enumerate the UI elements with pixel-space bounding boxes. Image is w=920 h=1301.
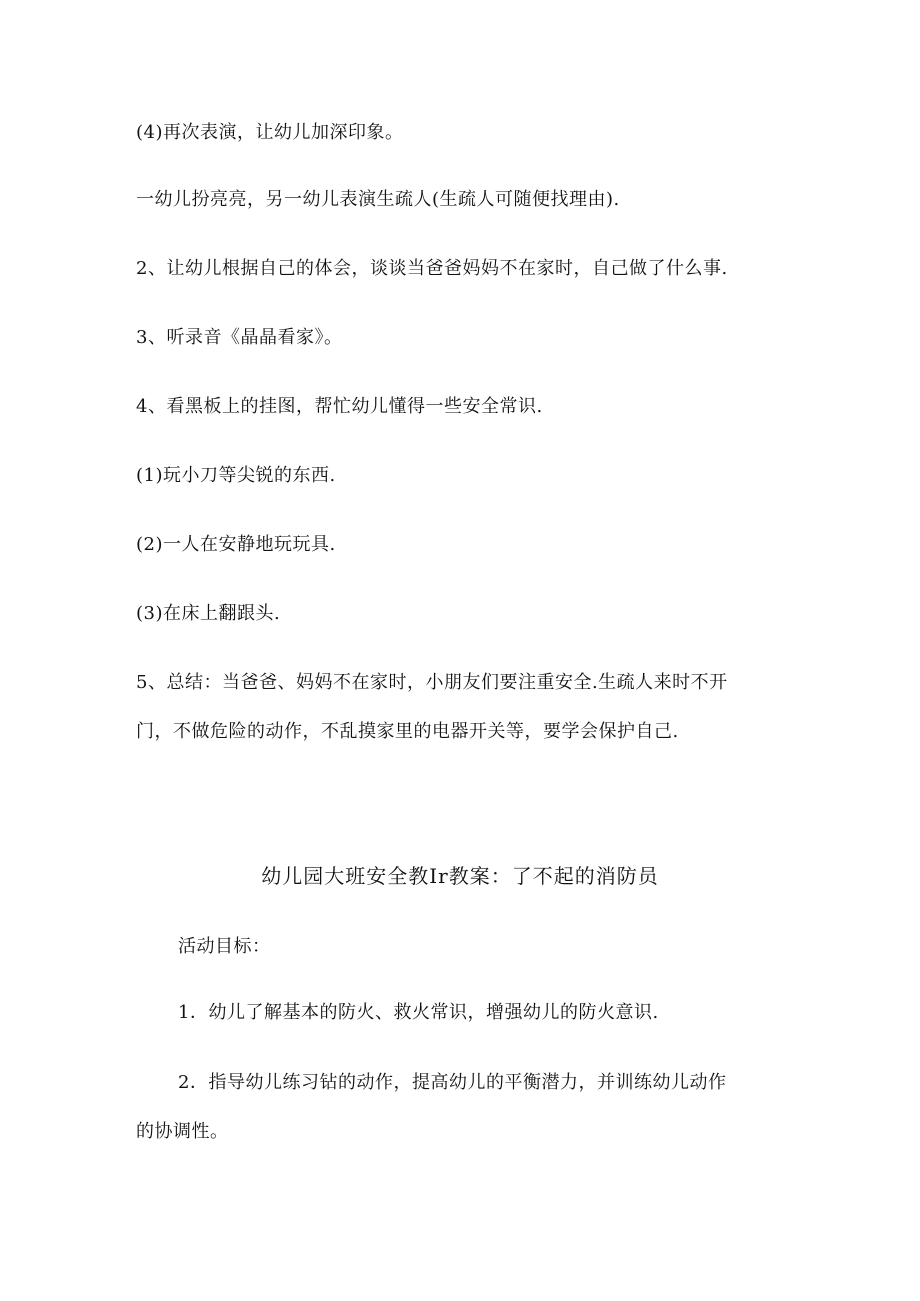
paragraph-line: 门，不做危险的动作，不乱摸家里的电器开关等，要学会保护自己. xyxy=(136,721,679,742)
goal-item-continuation: 的协调性。 xyxy=(136,1121,229,1142)
paragraph-line: (1)玩小刀等尖锐的东西. xyxy=(136,465,336,486)
goal-item: 2．指导幼儿练习钻的动作，提高幼儿的平衡潜力，并训练幼儿动作 xyxy=(178,1072,727,1093)
paragraph-line: 2、让幼儿根据自己的体会，谈谈当爸爸妈妈不在家时，自己做了什么事. xyxy=(136,258,728,279)
paragraph-line: (4)再次表演，让幼儿加深印象。 xyxy=(136,122,404,143)
goals-heading: 活动目标： xyxy=(178,936,271,957)
paragraph-line: 一幼儿扮亮亮，另一幼儿表演生疏人(生疏人可随便找理由). xyxy=(136,189,620,210)
paragraph-line: (2)一人在安静地玩玩具. xyxy=(136,534,336,555)
paragraph-line: 3、听录音《晶晶看家》。 xyxy=(136,327,343,348)
paragraph-line: 5、总结：当爸爸、妈妈不在家时，小朋友们要注重安全.生疏人来时不开 xyxy=(136,672,728,693)
goal-item: 1．幼儿了解基本的防火、救火常识，增强幼儿的防火意识. xyxy=(178,1002,659,1023)
paragraph-line: (3)在床上翻跟头. xyxy=(136,603,281,624)
section-title: 幼儿园大班安全教Ir教案：了不起的消防员 xyxy=(261,864,659,888)
paragraph-line: 4、看黑板上的挂图，帮忙幼儿懂得一些安全常识. xyxy=(136,396,543,417)
